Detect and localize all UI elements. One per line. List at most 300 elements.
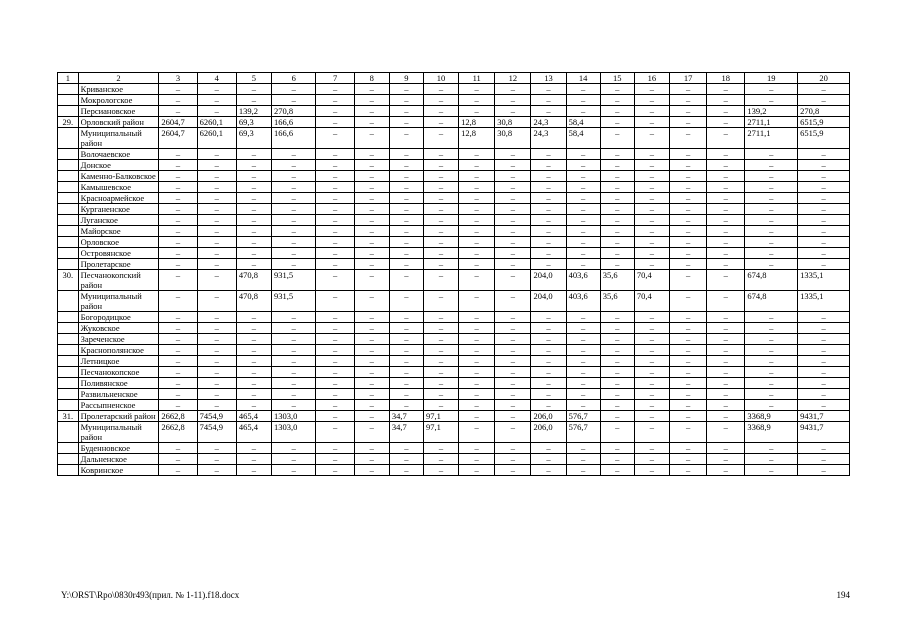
table-cell: – xyxy=(566,248,600,259)
table-cell: – xyxy=(495,389,531,400)
table-cell: – xyxy=(495,454,531,465)
table-row xyxy=(58,334,850,345)
row-name: Островянское xyxy=(78,248,159,259)
table-cell: – xyxy=(669,215,706,226)
table-cell: – xyxy=(197,149,236,160)
table-cell: – xyxy=(354,334,389,345)
table-cell: – xyxy=(634,345,669,356)
row-name: Дальненское xyxy=(78,454,159,465)
table-row xyxy=(58,422,850,443)
table-cell: – xyxy=(707,237,745,248)
table-cell: – xyxy=(159,248,197,259)
table-cell: – xyxy=(531,149,566,160)
table-cell: – xyxy=(531,204,566,215)
table-cell: – xyxy=(316,193,354,204)
table-cell: – xyxy=(798,160,850,171)
table-cell: – xyxy=(707,323,745,334)
row-name: Волочаевское xyxy=(78,149,159,160)
table-cell: – xyxy=(566,193,600,204)
table-cell: – xyxy=(669,117,706,128)
row-name: Рассыпненское xyxy=(78,400,159,411)
row-number xyxy=(58,378,79,389)
row-number xyxy=(58,400,79,411)
table-cell: – xyxy=(531,259,566,270)
table-cell: – xyxy=(669,95,706,106)
column-header: 16 xyxy=(634,73,669,84)
column-header: 14 xyxy=(566,73,600,84)
table-cell: – xyxy=(271,345,315,356)
table-cell: – xyxy=(634,95,669,106)
table-cell: – xyxy=(798,400,850,411)
table-cell: – xyxy=(495,248,531,259)
table-cell: – xyxy=(389,367,423,378)
table-cell: – xyxy=(236,237,271,248)
table-cell: – xyxy=(423,95,458,106)
table-cell: – xyxy=(669,149,706,160)
table-cell: – xyxy=(707,356,745,367)
table-cell: – xyxy=(389,237,423,248)
row-name: Песчанокопское xyxy=(78,367,159,378)
table-cell: – xyxy=(495,215,531,226)
table-cell: – xyxy=(159,465,197,476)
column-header: 3 xyxy=(159,73,197,84)
table-cell: – xyxy=(316,291,354,312)
table-cell: – xyxy=(531,443,566,454)
table-cell: – xyxy=(423,248,458,259)
table-cell: – xyxy=(271,182,315,193)
table-cell: – xyxy=(389,160,423,171)
table-cell: – xyxy=(459,345,495,356)
table-cell: – xyxy=(459,323,495,334)
table-cell: – xyxy=(669,312,706,323)
row-name: Камышевское xyxy=(78,182,159,193)
table-cell: – xyxy=(669,345,706,356)
column-header: 6 xyxy=(271,73,315,84)
table-row xyxy=(58,345,850,356)
table-cell: – xyxy=(495,334,531,345)
table-cell: – xyxy=(316,237,354,248)
table-cell: – xyxy=(197,193,236,204)
table-cell: – xyxy=(798,454,850,465)
table-cell: – xyxy=(423,171,458,182)
table-cell: – xyxy=(236,378,271,389)
table-cell: – xyxy=(197,226,236,237)
table-cell: – xyxy=(236,465,271,476)
table-cell: – xyxy=(316,465,354,476)
table-cell: – xyxy=(566,84,600,95)
table-row xyxy=(58,106,850,117)
table-cell: – xyxy=(316,334,354,345)
table-cell: – xyxy=(271,356,315,367)
table-cell: 576,7 xyxy=(566,411,600,422)
table-cell: – xyxy=(271,378,315,389)
table-cell: – xyxy=(531,334,566,345)
table-cell: – xyxy=(271,323,315,334)
column-header: 18 xyxy=(707,73,745,84)
table-cell: – xyxy=(634,378,669,389)
table-cell: – xyxy=(316,160,354,171)
table-cell: – xyxy=(236,259,271,270)
table-cell: – xyxy=(423,334,458,345)
table-cell: – xyxy=(707,182,745,193)
table-cell: – xyxy=(669,323,706,334)
table-cell: – xyxy=(316,215,354,226)
table-cell: – xyxy=(159,106,197,117)
table-cell: – xyxy=(197,95,236,106)
table-cell: – xyxy=(531,193,566,204)
table-row xyxy=(58,378,850,389)
table-cell: – xyxy=(745,443,798,454)
table-row xyxy=(58,411,850,422)
row-number xyxy=(58,193,79,204)
table-cell: – xyxy=(669,182,706,193)
row-number xyxy=(58,356,79,367)
table-cell: – xyxy=(236,182,271,193)
table-cell: – xyxy=(531,465,566,476)
table-cell: – xyxy=(707,443,745,454)
table-cell: – xyxy=(459,182,495,193)
table-cell: – xyxy=(316,248,354,259)
table-cell: – xyxy=(159,443,197,454)
table-cell: – xyxy=(600,226,634,237)
table-cell: – xyxy=(798,237,850,248)
table-cell: – xyxy=(531,237,566,248)
table-cell: – xyxy=(236,171,271,182)
table-cell: – xyxy=(197,367,236,378)
table-cell: – xyxy=(236,248,271,259)
row-name: Зареченское xyxy=(78,334,159,345)
table-cell: – xyxy=(669,411,706,422)
table-cell: – xyxy=(634,248,669,259)
table-cell: – xyxy=(531,248,566,259)
table-cell: – xyxy=(389,270,423,291)
table-cell: – xyxy=(566,443,600,454)
table-cell: – xyxy=(566,389,600,400)
table-cell: – xyxy=(707,248,745,259)
table-cell: – xyxy=(459,291,495,312)
table-cell: – xyxy=(566,204,600,215)
table-cell: – xyxy=(423,270,458,291)
table-cell: – xyxy=(197,378,236,389)
table-cell: – xyxy=(271,259,315,270)
table-cell: 166,6 xyxy=(271,128,315,149)
table-cell: – xyxy=(197,215,236,226)
table-cell: – xyxy=(495,106,531,117)
table-row xyxy=(58,389,850,400)
table-cell: 2662,8 xyxy=(159,411,197,422)
table-cell: – xyxy=(566,149,600,160)
column-header: 5 xyxy=(236,73,271,84)
table-cell: 6515,9 xyxy=(798,117,850,128)
table-cell: – xyxy=(634,389,669,400)
table-cell: – xyxy=(600,454,634,465)
column-header: 11 xyxy=(459,73,495,84)
table-cell: – xyxy=(316,106,354,117)
table-cell: – xyxy=(531,323,566,334)
table-cell: – xyxy=(669,465,706,476)
table-cell: 2662,8 xyxy=(159,422,197,443)
table-cell: – xyxy=(197,389,236,400)
table-cell: 2711,1 xyxy=(745,117,798,128)
table-cell: – xyxy=(389,128,423,149)
table-cell: – xyxy=(495,160,531,171)
table-cell: – xyxy=(634,259,669,270)
table-cell: – xyxy=(634,411,669,422)
table-cell: – xyxy=(600,443,634,454)
table-cell: – xyxy=(316,171,354,182)
table-cell: 70,4 xyxy=(634,270,669,291)
table-cell: – xyxy=(197,356,236,367)
table-cell: – xyxy=(197,160,236,171)
table-cell: – xyxy=(495,291,531,312)
table-cell: – xyxy=(423,356,458,367)
table-cell: – xyxy=(600,378,634,389)
table-cell: – xyxy=(798,465,850,476)
column-header: 1 xyxy=(58,73,79,84)
table-cell: – xyxy=(669,454,706,465)
table-cell: – xyxy=(389,356,423,367)
table-cell: 204,0 xyxy=(531,291,566,312)
table-cell: 9431,7 xyxy=(798,411,850,422)
table-cell: – xyxy=(159,389,197,400)
table-row xyxy=(58,465,850,476)
table-cell: – xyxy=(423,128,458,149)
table-cell: – xyxy=(707,389,745,400)
table-cell: – xyxy=(669,193,706,204)
table-cell: – xyxy=(271,334,315,345)
table-cell: – xyxy=(600,356,634,367)
table-cell: – xyxy=(354,248,389,259)
table-cell: – xyxy=(634,182,669,193)
table-cell: – xyxy=(316,400,354,411)
table-cell: – xyxy=(600,323,634,334)
row-number xyxy=(58,226,79,237)
table-cell: – xyxy=(197,106,236,117)
table-cell: – xyxy=(566,378,600,389)
table-cell: – xyxy=(159,345,197,356)
row-name: Орловское xyxy=(78,237,159,248)
table-cell: – xyxy=(798,204,850,215)
table-cell: – xyxy=(707,345,745,356)
table-cell: – xyxy=(354,378,389,389)
table-cell: 97,1 xyxy=(423,411,458,422)
table-cell: – xyxy=(459,411,495,422)
table-cell: – xyxy=(236,193,271,204)
table-cell: – xyxy=(566,323,600,334)
table-row xyxy=(58,443,850,454)
table-row xyxy=(58,454,850,465)
row-number: 29. xyxy=(58,117,79,128)
table-cell: – xyxy=(600,400,634,411)
table-cell: – xyxy=(316,95,354,106)
row-number xyxy=(58,291,79,312)
table-cell: – xyxy=(495,465,531,476)
row-name: Жуковское xyxy=(78,323,159,334)
table-cell: – xyxy=(531,367,566,378)
table-cell: – xyxy=(271,465,315,476)
table-cell: 2711,1 xyxy=(745,128,798,149)
table-cell: – xyxy=(271,237,315,248)
table-cell: – xyxy=(271,454,315,465)
table-cell: – xyxy=(707,312,745,323)
table-cell: – xyxy=(316,356,354,367)
table-cell: 931,5 xyxy=(271,270,315,291)
table-cell: – xyxy=(745,95,798,106)
table-cell: – xyxy=(745,193,798,204)
table-cell: – xyxy=(389,259,423,270)
column-header: 17 xyxy=(669,73,706,84)
column-header: 7 xyxy=(316,73,354,84)
table-row xyxy=(58,270,850,291)
table-cell: – xyxy=(389,400,423,411)
row-name: Муниципальный район xyxy=(78,422,159,443)
table-cell: – xyxy=(495,237,531,248)
row-name: Краснополянское xyxy=(78,345,159,356)
table-cell: – xyxy=(197,443,236,454)
table-cell: – xyxy=(423,443,458,454)
table-cell: – xyxy=(798,389,850,400)
table-cell: – xyxy=(600,345,634,356)
table-cell: – xyxy=(495,226,531,237)
table-cell: – xyxy=(745,259,798,270)
table-cell: – xyxy=(745,465,798,476)
table-cell: – xyxy=(495,345,531,356)
row-number xyxy=(58,106,79,117)
table-cell: – xyxy=(798,334,850,345)
table-cell: – xyxy=(271,171,315,182)
table-cell: – xyxy=(459,106,495,117)
table-cell: – xyxy=(634,312,669,323)
table-cell: – xyxy=(159,334,197,345)
table-row xyxy=(58,117,850,128)
table-cell: – xyxy=(600,259,634,270)
row-name: Персиановское xyxy=(78,106,159,117)
table-cell: – xyxy=(707,95,745,106)
table-row xyxy=(58,215,850,226)
table-cell: 403,6 xyxy=(566,270,600,291)
row-name: Мокрологское xyxy=(78,95,159,106)
table-cell: – xyxy=(798,171,850,182)
table-cell: – xyxy=(495,95,531,106)
table-cell: – xyxy=(389,215,423,226)
table-cell: – xyxy=(669,171,706,182)
table-cell: – xyxy=(354,465,389,476)
row-name: Каменно-Балковское xyxy=(78,171,159,182)
column-header: 12 xyxy=(495,73,531,84)
table-cell: – xyxy=(316,411,354,422)
row-name: Муниципальный район xyxy=(78,291,159,312)
table-cell: – xyxy=(634,400,669,411)
row-name: Песчанокопский район xyxy=(78,270,159,291)
table-cell: – xyxy=(423,226,458,237)
table-cell: – xyxy=(354,204,389,215)
row-name: Донское xyxy=(78,160,159,171)
table-cell: – xyxy=(459,95,495,106)
table-cell: – xyxy=(600,465,634,476)
table-cell: – xyxy=(745,237,798,248)
table-cell: – xyxy=(600,389,634,400)
table-cell: 206,0 xyxy=(531,411,566,422)
row-number xyxy=(58,367,79,378)
table-cell: – xyxy=(531,400,566,411)
table-cell: – xyxy=(707,117,745,128)
table-cell: – xyxy=(354,215,389,226)
table-cell: – xyxy=(389,345,423,356)
table-cell: – xyxy=(600,117,634,128)
table-cell: – xyxy=(566,182,600,193)
table-cell: – xyxy=(423,465,458,476)
table-cell: – xyxy=(531,345,566,356)
table-row xyxy=(58,128,850,149)
table-cell: – xyxy=(707,128,745,149)
header-row xyxy=(58,73,850,84)
table-cell: – xyxy=(495,400,531,411)
table-cell: – xyxy=(271,389,315,400)
table-cell: – xyxy=(236,95,271,106)
table-cell: – xyxy=(354,411,389,422)
row-number xyxy=(58,259,79,270)
table-cell: – xyxy=(566,356,600,367)
table-cell: – xyxy=(271,312,315,323)
table-cell: 204,0 xyxy=(531,270,566,291)
table-cell: – xyxy=(159,84,197,95)
table-cell: – xyxy=(531,160,566,171)
table-cell: – xyxy=(669,106,706,117)
table-cell: – xyxy=(236,323,271,334)
table-cell: – xyxy=(634,334,669,345)
table-cell: – xyxy=(566,226,600,237)
table-cell: – xyxy=(159,367,197,378)
table-cell: – xyxy=(495,312,531,323)
table-cell: 270,8 xyxy=(271,106,315,117)
table-cell: 2604,7 xyxy=(159,128,197,149)
table-cell: – xyxy=(707,226,745,237)
table-cell: – xyxy=(745,215,798,226)
table-cell: – xyxy=(197,323,236,334)
table-cell: – xyxy=(389,117,423,128)
row-number xyxy=(58,422,79,443)
table-cell: – xyxy=(159,226,197,237)
table-cell: – xyxy=(600,84,634,95)
table-cell: – xyxy=(495,378,531,389)
row-number xyxy=(58,182,79,193)
table-cell: – xyxy=(159,270,197,291)
table-cell: – xyxy=(423,215,458,226)
table-cell: – xyxy=(197,182,236,193)
table-cell: 58,4 xyxy=(566,117,600,128)
table-cell: 470,8 xyxy=(236,291,271,312)
table-cell: – xyxy=(634,454,669,465)
table-cell: 34,7 xyxy=(389,411,423,422)
table-cell: – xyxy=(707,334,745,345)
table-cell: – xyxy=(600,160,634,171)
table-cell: – xyxy=(707,454,745,465)
table-cell: – xyxy=(197,259,236,270)
table-cell: – xyxy=(531,106,566,117)
table-cell: – xyxy=(316,128,354,149)
table-cell: – xyxy=(669,84,706,95)
table-cell: – xyxy=(707,215,745,226)
table-cell: – xyxy=(707,204,745,215)
table-cell: – xyxy=(634,160,669,171)
table-cell: 206,0 xyxy=(531,422,566,443)
table-cell: – xyxy=(389,149,423,160)
table-cell: – xyxy=(634,84,669,95)
table-cell: – xyxy=(389,334,423,345)
table-cell: – xyxy=(707,259,745,270)
table-cell: – xyxy=(236,400,271,411)
table-cell: – xyxy=(669,128,706,149)
